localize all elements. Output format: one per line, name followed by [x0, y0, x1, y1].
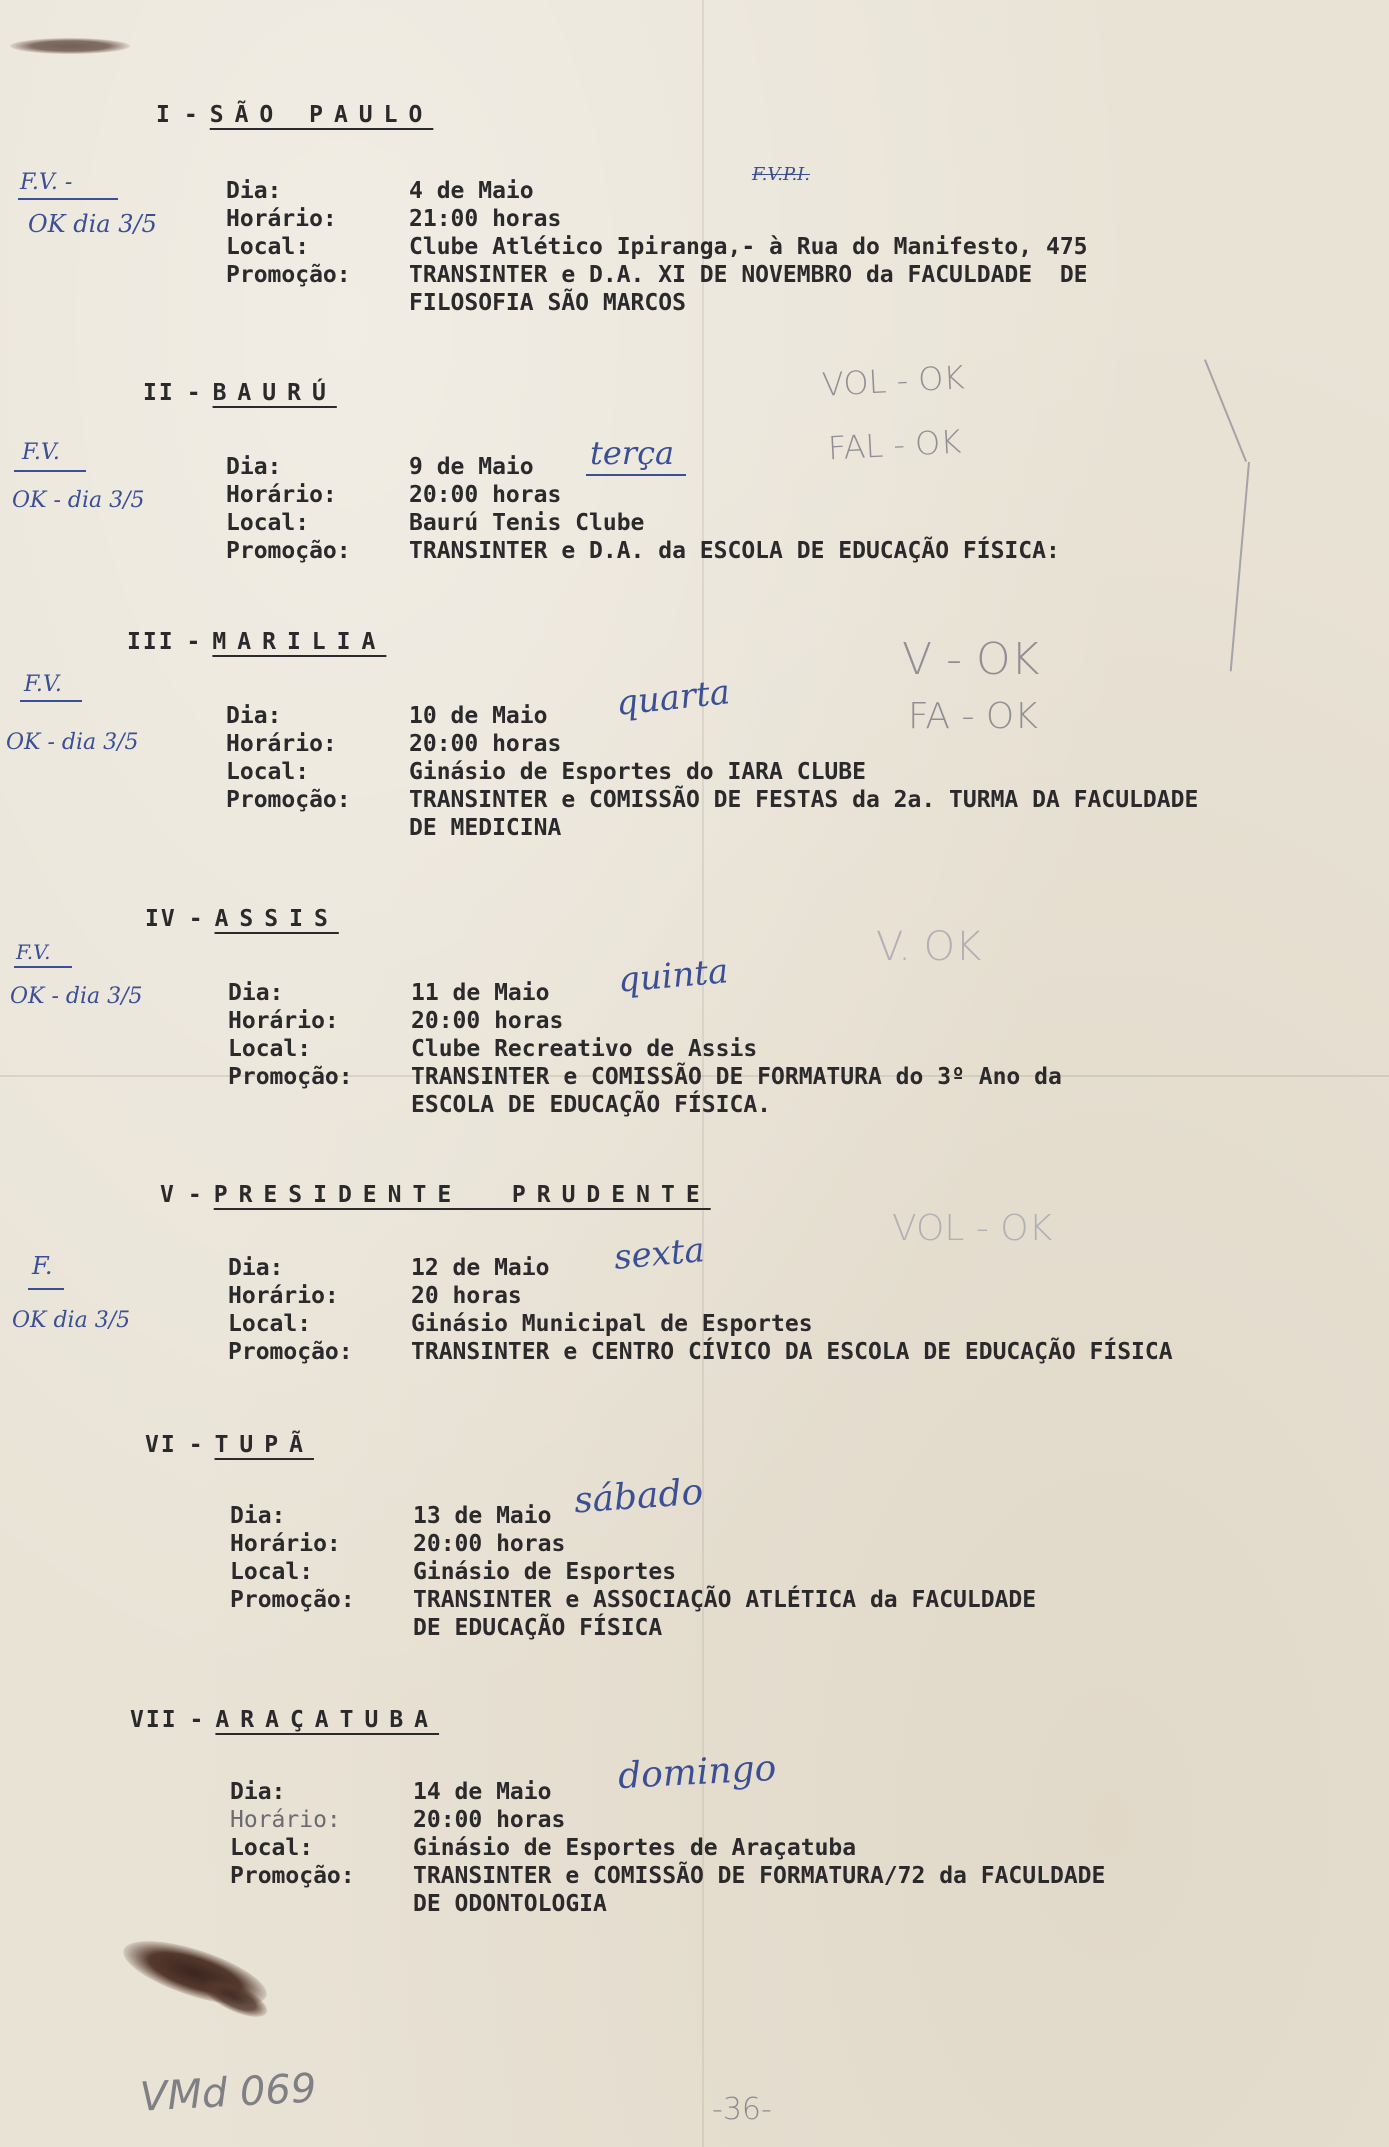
- field-value: 11 de Maio: [411, 980, 550, 1006]
- field-value: Ginásio Municipal de Esportes: [411, 1311, 813, 1337]
- section-heading: I - SÃO PAULO: [156, 102, 434, 128]
- field-value: 20:00 horas: [413, 1531, 566, 1557]
- weekday-annotation: sexta: [612, 1230, 707, 1278]
- field-label: Local:: [230, 1835, 314, 1861]
- city-name: ARAÇATUBA: [215, 1707, 440, 1733]
- field-value: TRANSINTER e COMISSÃO DE FORMATURA do 3º Ano da: [411, 1064, 1062, 1090]
- field-value: FILOSOFIA SÃO MARCOS: [409, 290, 686, 316]
- city-name: BAURÚ: [212, 380, 337, 406]
- field-value: 10 de Maio: [409, 703, 548, 729]
- field-value: ESCOLA DE EDUCAÇÃO FÍSICA.: [411, 1092, 772, 1118]
- pencil-annotation: V. OK: [876, 924, 982, 970]
- field-label: Horário:: [228, 1008, 339, 1034]
- field-label: Local:: [226, 234, 310, 260]
- city-name: SÃO PAULO: [209, 102, 434, 128]
- margin-note: OK dia 3/5: [12, 1308, 131, 1333]
- field-label: Promoção:: [226, 538, 351, 564]
- pencil-bracket: [1204, 359, 1247, 462]
- field-value: DE ODONTOLOGIA: [413, 1891, 607, 1917]
- city-name: MARILIA: [212, 629, 387, 655]
- field-value: 14 de Maio: [413, 1779, 552, 1805]
- ink-smudge: [10, 38, 130, 54]
- margin-note: OK - dia 3/5: [10, 984, 143, 1009]
- pencil-annotation: FAL - OK: [827, 422, 963, 468]
- field-label: Promoção:: [230, 1863, 355, 1889]
- field-value: TRANSINTER e COMISSÃO DE FORMATURA/72 da FACULDADE: [413, 1863, 1106, 1889]
- field-label: Dia:: [228, 980, 284, 1006]
- archive-code: VMd 069: [138, 2065, 318, 2121]
- page-number: -36-: [712, 2092, 772, 2127]
- field-label: Local:: [226, 510, 310, 536]
- field-label: Dia:: [226, 178, 282, 204]
- field-value: Clube Atlético Ipiranga,- à Rua do Manifesto, 475: [409, 234, 1088, 260]
- weekday-annotation: quarta: [614, 672, 732, 724]
- field-label: Promoção:: [226, 262, 351, 288]
- field-value: 12 de Maio: [411, 1255, 550, 1281]
- note-underline: [14, 470, 86, 472]
- note-underline: [18, 198, 118, 200]
- field-value: Clube Recreativo de Assis: [411, 1036, 758, 1062]
- note-underline: [20, 700, 82, 702]
- field-value: 20:00 horas: [409, 731, 562, 757]
- field-label: Dia:: [226, 454, 282, 480]
- margin-note: F.V.: [22, 440, 60, 465]
- field-label: Local:: [230, 1559, 314, 1585]
- weekday-annotation: domingo: [617, 1747, 778, 1798]
- field-label: Horário:: [226, 482, 337, 508]
- field-value: 20:00 horas: [411, 1008, 564, 1034]
- note-underline: [28, 1288, 64, 1290]
- field-label: Local:: [226, 759, 310, 785]
- margin-note: F.V.: [24, 672, 62, 697]
- note-underline: [14, 966, 72, 968]
- section-heading: VI - TUPÃ: [145, 1432, 314, 1458]
- margin-note: OK - dia 3/5: [6, 730, 139, 755]
- section-heading: V - PRESIDENTE PRUDENTE: [160, 1182, 711, 1208]
- field-value: DE MEDICINA: [409, 815, 562, 841]
- weekday-annotation: terça: [590, 434, 675, 472]
- field-value: TRANSINTER e ASSOCIAÇÃO ATLÉTICA da FACULDADE: [413, 1587, 1037, 1613]
- pencil-annotation: FA - OK: [908, 696, 1038, 737]
- margin-note: OK - dia 3/5: [12, 488, 145, 513]
- margin-note: F.V.: [16, 940, 51, 964]
- weekday-annotation: quinta: [616, 951, 730, 1001]
- pencil-bracket: [1230, 462, 1250, 671]
- field-value: Ginásio de Esportes de Araçatuba: [413, 1835, 857, 1861]
- city-name: TUPÃ: [214, 1432, 314, 1458]
- weekday-underline: [586, 474, 686, 476]
- field-label: Promoção:: [228, 1339, 353, 1365]
- field-label: Promoção:: [228, 1064, 353, 1090]
- field-label: Promoção:: [230, 1587, 355, 1613]
- field-value: Baurú Tenis Clube: [409, 510, 645, 536]
- section-heading: VII - ARAÇATUBA: [130, 1707, 440, 1733]
- field-value: Ginásio de Esportes: [413, 1559, 677, 1585]
- margin-note: F.: [32, 1252, 53, 1280]
- field-value: 4 de Maio: [409, 178, 534, 204]
- field-label: Horário:: [230, 1807, 341, 1833]
- weekday-annotation: sábado: [572, 1471, 705, 1522]
- pencil-annotation: VOL - OK: [892, 1208, 1053, 1249]
- field-label: Dia:: [228, 1255, 284, 1281]
- field-label: Local:: [228, 1036, 312, 1062]
- field-label: Promoção:: [226, 787, 351, 813]
- section-heading: IV - ASSIS: [145, 906, 339, 932]
- field-value: 20:00 horas: [409, 482, 562, 508]
- field-value: 20:00 horas: [413, 1807, 566, 1833]
- field-value: 21:00 horas: [409, 206, 562, 232]
- margin-note: F.V. -: [20, 170, 73, 195]
- section-heading: II - BAURÚ: [143, 380, 337, 406]
- field-value: TRANSINTER e D.A. da ESCOLA DE EDUCAÇÃO FÍSICA:: [409, 538, 1060, 564]
- field-label: Dia:: [230, 1779, 286, 1805]
- field-label: Local:: [228, 1311, 312, 1337]
- field-label: Horário:: [228, 1283, 339, 1309]
- field-value: TRANSINTER e CENTRO CÍVICO DA ESCOLA DE EDUCAÇÃO FÍSICA: [411, 1339, 1173, 1365]
- margin-note: OK dia 3/5: [28, 210, 157, 238]
- field-value: 13 de Maio: [413, 1503, 552, 1529]
- pencil-annotation: V - OK: [902, 634, 1040, 685]
- field-label: Horário:: [230, 1531, 341, 1557]
- field-value: DE EDUCAÇÃO FÍSICA: [413, 1615, 663, 1641]
- field-label: Horário:: [226, 731, 337, 757]
- struck-annotation: F.V.P.I.: [752, 164, 810, 185]
- field-label: Dia:: [226, 703, 282, 729]
- pencil-annotation: VOL - OK: [821, 358, 966, 404]
- field-value: TRANSINTER e D.A. XI DE NOVEMBRO da FACULDADE DE: [409, 262, 1088, 288]
- section-heading: III - MARILIA: [127, 629, 387, 655]
- field-value: 20 horas: [411, 1283, 522, 1309]
- field-value: Ginásio de Esportes do IARA CLUBE: [409, 759, 866, 785]
- field-label: Horário:: [226, 206, 337, 232]
- field-value: 9 de Maio: [409, 454, 534, 480]
- field-value: TRANSINTER e COMISSÃO DE FESTAS da 2a. TURMA DA FACULDADE: [409, 787, 1199, 813]
- field-label: Dia:: [230, 1503, 286, 1529]
- city-name: ASSIS: [214, 906, 339, 932]
- city-name: PRESIDENTE PRUDENTE: [213, 1182, 711, 1208]
